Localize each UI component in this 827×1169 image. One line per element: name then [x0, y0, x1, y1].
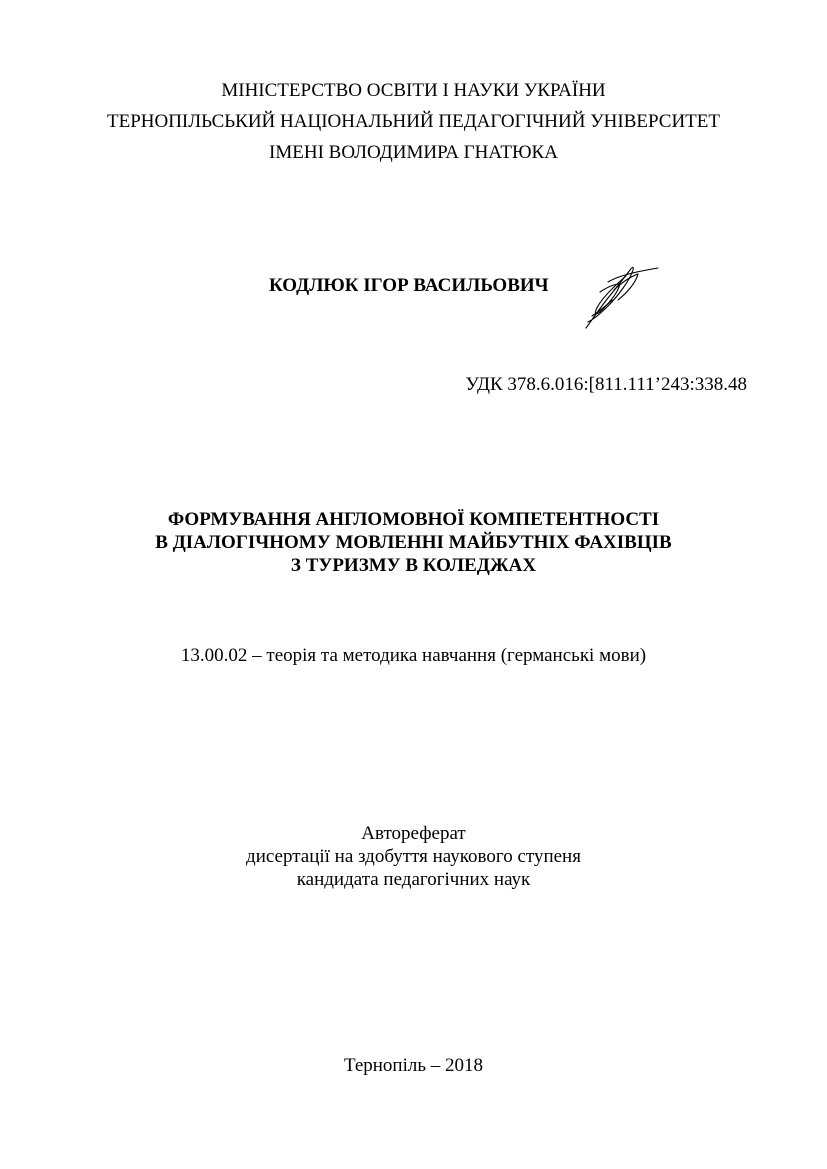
specialty-code: 13.00.02 – теорія та методика навчання (германські мови)	[180, 645, 647, 666]
place-and-year: Тернопіль – 2018	[343, 1055, 484, 1076]
title-line-2: В ДІАЛОГІЧНОМУ МОВЛЕННІ МАЙБУТНІХ ФАХІВЦІВ	[155, 532, 672, 553]
handwritten-signature-icon	[578, 262, 662, 332]
university-heading: ТЕРНОПІЛЬСЬКИЙ НАЦІОНАЛЬНИЙ ПЕДАГОГІЧНИЙ УНІВЕРСИТЕТ	[106, 111, 720, 132]
university-named-heading: ІМЕНІ ВОЛОДИМИРА ГНАТЮКА	[269, 142, 558, 163]
title-line-1: ФОРМУВАННЯ АНГЛОМОВНОЇ КОМПЕТЕНТНОСТІ	[167, 509, 660, 530]
abstract-degree-line: дисертації на здобуття наукового ступеня	[246, 846, 581, 867]
ministry-heading: МІНІСТЕРСТВО ОСВІТИ І НАУКИ УКРАЇНИ	[221, 80, 606, 101]
udk-code: УДК 378.6.016:[811.111’243:338.48	[465, 374, 747, 395]
abstract-label: Автореферат	[361, 823, 466, 844]
abstract-degree-name: кандидата педагогічних наук	[296, 869, 531, 890]
title-line-3: З ТУРИЗМУ В КОЛЕДЖАХ	[290, 555, 537, 576]
author-name: КОДЛЮК ІГОР ВАСИЛЬОВИЧ	[269, 275, 549, 296]
